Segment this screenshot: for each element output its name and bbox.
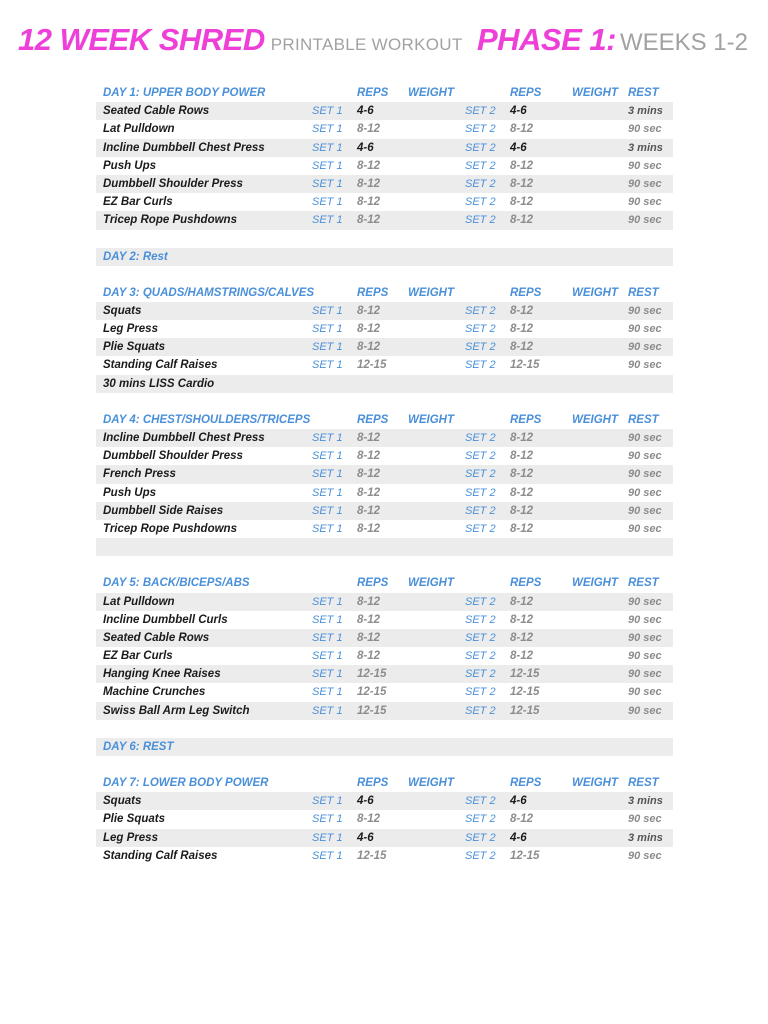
set-2-reps: 4-6	[510, 831, 527, 844]
set-1-label: SET 1	[312, 650, 343, 663]
exercise-row	[96, 647, 673, 665]
set-1-label: SET 1	[312, 141, 343, 154]
set-1-label: SET 1	[312, 595, 343, 608]
day-spacer	[96, 230, 673, 248]
set-1-label: SET 1	[312, 450, 343, 463]
rest-time: 90 sec	[628, 196, 662, 209]
rest-time: 90 sec	[628, 813, 662, 826]
rest-time: 90 sec	[628, 595, 662, 608]
set-2-label: SET 2	[465, 214, 496, 227]
exercise-row	[96, 502, 673, 520]
set-2-reps: 8-12	[510, 196, 534, 209]
reps-column-label: REPS	[357, 286, 389, 299]
day-header-row	[96, 774, 673, 792]
set-1-reps: 8-12	[357, 341, 381, 354]
rest-time: 90 sec	[628, 450, 662, 463]
exercise-row	[96, 175, 673, 193]
set-1-label: SET 1	[312, 813, 343, 826]
weight-column-label: WEIGHT	[408, 87, 454, 99]
exercise-name: Dumbbell Side Raises	[103, 504, 224, 517]
exercise-row	[96, 520, 673, 538]
exercise-row	[96, 302, 673, 320]
rest-column-label: REST	[628, 413, 659, 426]
set-1-reps: 8-12	[357, 813, 381, 826]
set-1-reps: 12-15	[357, 704, 387, 717]
set-2-reps: 12-15	[510, 849, 540, 862]
exercise-row	[96, 810, 673, 828]
day-spacer	[96, 556, 673, 574]
exercise-row	[96, 593, 673, 611]
day-section	[96, 774, 673, 865]
set-2-reps: 4-6	[510, 795, 527, 808]
weight-column-label: WEIGHT	[572, 577, 618, 590]
exercise-name: EZ Bar Curls	[103, 650, 173, 663]
set-2-reps: 12-15	[510, 359, 540, 372]
set-1-reps: 8-12	[357, 595, 381, 608]
exercise-name: Machine Crunches	[103, 686, 206, 699]
exercise-row	[96, 847, 673, 865]
page-header	[18, 22, 758, 66]
rest-time: 3 mins	[628, 831, 663, 844]
day-spacer	[96, 393, 673, 411]
set-1-reps: 8-12	[357, 214, 381, 227]
set-1-reps: 8-12	[357, 323, 381, 336]
rest-time: 90 sec	[628, 686, 662, 699]
day-title: DAY 1: UPPER BODY POWER	[103, 87, 266, 99]
set-1-label: SET 1	[312, 196, 343, 209]
day-section	[96, 284, 673, 393]
reps-column-label: REPS	[510, 413, 542, 426]
day-section	[96, 84, 673, 230]
set-1-label: SET 1	[312, 214, 343, 227]
weight-column-label: WEIGHT	[572, 777, 618, 789]
set-2-label: SET 2	[465, 177, 496, 190]
set-2-reps: 8-12	[510, 650, 534, 663]
set-1-label: SET 1	[312, 177, 343, 190]
set-1-label: SET 1	[312, 668, 343, 681]
set-2-reps: 8-12	[510, 123, 534, 136]
set-2-label: SET 2	[465, 304, 496, 317]
rest-time: 90 sec	[628, 159, 662, 172]
reps-column-label: REPS	[510, 286, 542, 299]
weight-column-label: WEIGHT	[408, 286, 454, 299]
set-1-label: SET 1	[312, 613, 343, 626]
rest-time: 90 sec	[628, 468, 662, 481]
phase-title-group	[477, 22, 748, 58]
exercise-name: French Press	[103, 468, 176, 481]
rest-time: 90 sec	[628, 323, 662, 336]
set-1-reps: 8-12	[357, 522, 381, 535]
set-1-label: SET 1	[312, 504, 343, 517]
set-1-label: SET 1	[312, 323, 343, 336]
program-title-group	[18, 22, 463, 58]
day-header-row	[96, 738, 673, 756]
exercise-row	[96, 102, 673, 120]
set-1-reps: 8-12	[357, 504, 381, 517]
exercise-name: 30 mins LISS Cardio	[103, 377, 215, 390]
set-2-label: SET 2	[465, 341, 496, 354]
rest-time: 90 sec	[628, 704, 662, 717]
exercise-name: Lat Pulldown	[103, 123, 175, 136]
rest-time: 90 sec	[628, 504, 662, 517]
exercise-name: Dumbbell Shoulder Press	[103, 450, 243, 463]
set-2-reps: 8-12	[510, 468, 534, 481]
rest-time: 3 mins	[628, 141, 663, 154]
rest-time: 90 sec	[628, 668, 662, 681]
set-2-reps: 8-12	[510, 813, 534, 826]
set-1-reps: 8-12	[357, 486, 381, 499]
set-2-label: SET 2	[465, 123, 496, 136]
phase-weeks: WEEKS 1-2	[619, 29, 748, 56]
set-2-reps: 8-12	[510, 504, 534, 517]
set-2-label: SET 2	[465, 631, 496, 644]
rest-time: 90 sec	[628, 486, 662, 499]
exercise-row	[96, 683, 673, 701]
set-2-reps: 12-15	[510, 704, 540, 717]
program-subtitle: PRINTABLE WORKOUT	[270, 35, 463, 54]
set-2-reps: 8-12	[510, 486, 534, 499]
set-2-label: SET 2	[465, 831, 496, 844]
set-2-reps: 8-12	[510, 214, 534, 227]
set-2-label: SET 2	[465, 141, 496, 154]
exercise-row	[96, 629, 673, 647]
set-1-reps: 4-6	[357, 141, 374, 154]
rest-time: 90 sec	[628, 650, 662, 663]
day-spacer	[96, 720, 673, 738]
set-2-reps: 12-15	[510, 668, 540, 681]
set-1-label: SET 1	[312, 105, 343, 118]
day-section	[96, 738, 673, 756]
exercise-row	[96, 447, 673, 465]
rest-time: 90 sec	[628, 341, 662, 354]
set-1-reps: 8-12	[357, 304, 381, 317]
set-1-label: SET 1	[312, 686, 343, 699]
reps-column-label: REPS	[510, 87, 542, 99]
exercise-name: Tricep Rope Pushdowns	[103, 214, 237, 227]
set-1-reps: 12-15	[357, 849, 387, 862]
set-2-reps: 8-12	[510, 177, 534, 190]
exercise-row	[96, 193, 673, 211]
day-title: DAY 2: Rest	[103, 250, 168, 263]
set-2-label: SET 2	[465, 595, 496, 608]
set-2-label: SET 2	[465, 613, 496, 626]
set-1-reps: 4-6	[357, 831, 374, 844]
weight-column-label: WEIGHT	[572, 413, 618, 426]
set-2-label: SET 2	[465, 450, 496, 463]
set-2-reps: 12-15	[510, 686, 540, 699]
rest-column-label: REST	[628, 777, 659, 789]
exercise-row	[96, 356, 673, 374]
exercise-row	[96, 465, 673, 483]
day-spacer	[96, 756, 673, 774]
set-1-reps: 8-12	[357, 613, 381, 626]
weight-column-label: WEIGHT	[408, 413, 454, 426]
exercise-name: Standing Calf Raises	[103, 849, 218, 862]
set-1-label: SET 1	[312, 123, 343, 136]
set-2-label: SET 2	[465, 105, 496, 118]
set-2-label: SET 2	[465, 813, 496, 826]
rest-column-label: REST	[628, 577, 659, 590]
rest-column-label: REST	[628, 87, 659, 99]
exercise-row	[96, 611, 673, 629]
set-1-reps: 4-6	[357, 795, 374, 808]
rest-time: 90 sec	[628, 613, 662, 626]
exercise-name: Tricep Rope Pushdowns	[103, 522, 237, 535]
set-2-reps: 8-12	[510, 522, 534, 535]
exercise-row	[96, 320, 673, 338]
set-2-reps: 8-12	[510, 159, 534, 172]
set-2-label: SET 2	[465, 668, 496, 681]
reps-column-label: REPS	[357, 577, 389, 590]
weight-column-label: WEIGHT	[572, 87, 618, 99]
day-title: DAY 4: CHEST/SHOULDERS/TRICEPS	[103, 413, 311, 426]
set-2-reps: 4-6	[510, 105, 527, 118]
set-1-reps: 8-12	[357, 631, 381, 644]
set-1-label: SET 1	[312, 631, 343, 644]
set-2-label: SET 2	[465, 432, 496, 444]
rest-time: 90 sec	[628, 631, 662, 644]
rest-time: 90 sec	[628, 177, 662, 190]
rest-time: 90 sec	[628, 359, 662, 372]
exercise-name: Squats	[103, 304, 142, 317]
day-header-row	[96, 284, 673, 302]
exercise-row	[96, 792, 673, 810]
rest-time: 90 sec	[628, 123, 662, 136]
weight-column-label: WEIGHT	[572, 286, 618, 299]
set-2-label: SET 2	[465, 522, 496, 535]
set-2-label: SET 2	[465, 504, 496, 517]
set-1-reps: 12-15	[357, 359, 387, 372]
set-1-label: SET 1	[312, 432, 343, 444]
day-title: DAY 3: QUADS/HAMSTRINGS/CALVES	[103, 286, 315, 299]
set-2-reps: 8-12	[510, 304, 534, 317]
exercise-name: Swiss Ball Arm Leg Switch	[103, 704, 250, 717]
set-2-label: SET 2	[465, 486, 496, 499]
set-1-label: SET 1	[312, 486, 343, 499]
set-1-reps: 4-6	[357, 105, 374, 118]
exercise-row	[96, 139, 673, 157]
set-2-label: SET 2	[465, 686, 496, 699]
exercise-name: EZ Bar Curls	[103, 196, 173, 209]
phase-title: PHASE 1:	[476, 22, 616, 57]
set-2-label: SET 2	[465, 795, 496, 808]
exercise-name: Push Ups	[103, 159, 157, 172]
set-2-label: SET 2	[465, 323, 496, 336]
exercise-row	[96, 120, 673, 138]
exercise-name: Dumbbell Shoulder Press	[103, 177, 243, 190]
set-1-reps: 8-12	[357, 159, 381, 172]
set-2-label: SET 2	[465, 196, 496, 209]
day-header-row	[96, 411, 673, 429]
exercise-name: Leg Press	[103, 831, 158, 844]
day-spacer	[96, 266, 673, 284]
set-1-label: SET 1	[312, 704, 343, 717]
exercise-row	[96, 484, 673, 502]
exercise-name: Plie Squats	[103, 341, 165, 354]
set-1-label: SET 1	[312, 468, 343, 481]
reps-column-label: REPS	[510, 577, 542, 590]
day-header-row	[96, 574, 673, 592]
set-1-reps: 8-12	[357, 468, 381, 481]
set-2-reps: 8-12	[510, 631, 534, 644]
workout-table	[96, 84, 673, 865]
exercise-name: Push Ups	[103, 486, 157, 499]
exercise-name: Lat Pulldown	[103, 595, 175, 608]
set-1-reps: 8-12	[357, 650, 381, 663]
day-header-row	[96, 84, 673, 102]
exercise-name: Standing Calf Raises	[103, 359, 218, 372]
exercise-name: Squats	[103, 795, 142, 808]
rest-column-label: REST	[628, 286, 659, 299]
day-title: DAY 6: REST	[103, 740, 174, 753]
day-section	[96, 411, 673, 557]
set-1-label: SET 1	[312, 304, 343, 317]
set-1-label: SET 1	[312, 341, 343, 354]
rest-time: 90 sec	[628, 849, 662, 862]
exercise-name: Incline Dumbbell Chest Press	[103, 141, 265, 154]
set-1-label: SET 1	[312, 159, 343, 172]
set-1-label: SET 1	[312, 831, 343, 844]
set-1-reps: 8-12	[357, 123, 381, 136]
exercise-row	[96, 829, 673, 847]
set-2-label: SET 2	[465, 849, 496, 862]
set-1-reps: 8-12	[357, 177, 381, 190]
set-2-reps: 8-12	[510, 341, 534, 354]
exercise-name: Incline Dumbbell Chest Press	[103, 432, 265, 444]
set-2-label: SET 2	[465, 650, 496, 663]
day-section	[96, 574, 673, 720]
exercise-row	[96, 538, 673, 556]
weight-column-label: WEIGHT	[408, 777, 454, 789]
exercise-name: Hanging Knee Raises	[103, 668, 221, 681]
reps-column-label: REPS	[357, 777, 389, 789]
set-1-reps: 8-12	[357, 450, 381, 463]
set-1-label: SET 1	[312, 359, 343, 372]
reps-column-label: REPS	[357, 87, 389, 99]
exercise-name: Leg Press	[103, 323, 158, 336]
set-1-reps: 8-12	[357, 432, 381, 444]
set-2-label: SET 2	[465, 359, 496, 372]
day-section	[96, 248, 673, 266]
rest-time: 90 sec	[628, 522, 662, 535]
set-2-reps: 8-12	[510, 595, 534, 608]
exercise-row	[96, 338, 673, 356]
set-1-label: SET 1	[312, 795, 343, 808]
reps-column-label: REPS	[510, 777, 542, 789]
rest-time: 90 sec	[628, 214, 662, 227]
rest-time: 3 mins	[628, 105, 663, 118]
exercise-name: Incline Dumbbell Curls	[103, 613, 228, 626]
day-title: DAY 5: BACK/BICEPS/ABS	[103, 577, 250, 590]
exercise-row	[96, 702, 673, 720]
exercise-name: Plie Squats	[103, 813, 165, 826]
set-2-reps: 8-12	[510, 323, 534, 336]
set-2-label: SET 2	[465, 704, 496, 717]
exercise-row	[96, 211, 673, 229]
set-1-reps: 12-15	[357, 668, 387, 681]
exercise-name: Seated Cable Rows	[103, 631, 210, 644]
exercise-row	[96, 375, 673, 393]
exercise-row	[96, 429, 673, 447]
set-2-reps: 4-6	[510, 141, 527, 154]
rest-time: 90 sec	[628, 432, 662, 444]
exercise-name: Seated Cable Rows	[103, 105, 210, 118]
rest-time: 90 sec	[628, 304, 662, 317]
program-title: 12 WEEK SHRED	[18, 22, 265, 57]
set-2-reps: 8-12	[510, 432, 534, 444]
set-2-label: SET 2	[465, 159, 496, 172]
set-2-reps: 8-12	[510, 450, 534, 463]
set-1-reps: 12-15	[357, 686, 387, 699]
weight-column-label: WEIGHT	[408, 577, 454, 590]
set-2-label: SET 2	[465, 468, 496, 481]
set-1-reps: 8-12	[357, 196, 381, 209]
exercise-row	[96, 157, 673, 175]
set-2-reps: 8-12	[510, 613, 534, 626]
day-title: DAY 7: LOWER BODY POWER	[103, 777, 269, 789]
exercise-row	[96, 665, 673, 683]
rest-time: 3 mins	[628, 795, 663, 808]
set-1-label: SET 1	[312, 849, 343, 862]
set-1-label: SET 1	[312, 522, 343, 535]
day-header-row	[96, 248, 673, 266]
reps-column-label: REPS	[357, 413, 389, 426]
